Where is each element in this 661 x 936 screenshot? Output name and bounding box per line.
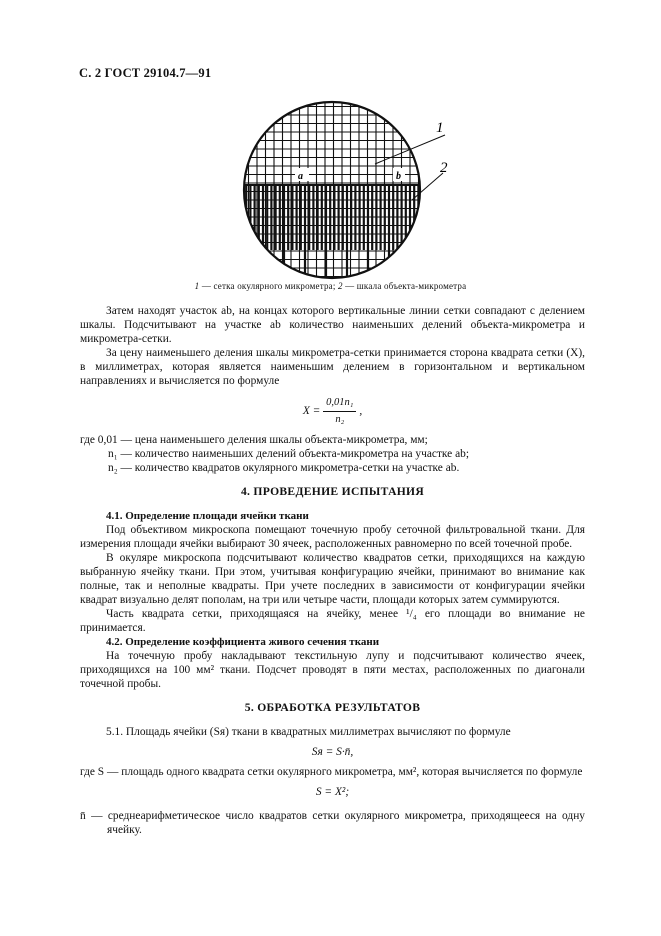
section-4-1-title: 4.1. Определение площади ячейки ткани	[106, 510, 309, 522]
formula-area: Sя = S·n̄,	[311, 746, 354, 758]
section-4-1-para-3: Часть квадрата сетки, приходящаяся на ячейку, менее ¹/₄ его площади во внимание не принимается.	[80, 608, 585, 634]
formula-x-denominator: n₂	[335, 414, 345, 425]
where-line-1: где 0,01 — цена наименьшего деления шкалы объекта-микрометра, мм;	[80, 434, 428, 446]
section-5-title: 5. ОБРАБОТКА РЕЗУЛЬТАТОВ	[244, 701, 421, 714]
label-1: 1	[436, 120, 444, 136]
formula-x-numerator: 0,01n₁	[323, 396, 356, 412]
caption-text-1: — сетка окулярного микрометра;	[199, 281, 338, 291]
caption-text-2: — шкала объекта-микрометра	[342, 281, 467, 291]
formula-x-fraction	[323, 396, 356, 427]
body-text-top	[80, 304, 585, 837]
caption-num-2: 2	[338, 281, 343, 291]
where-line-3: n₂ — количество квадратов окулярного микрометра-сетки на участке ab.	[108, 462, 460, 474]
leader-line-2	[412, 173, 443, 200]
formula-x	[80, 396, 585, 427]
section-4-1-para-1: Под объективом микроскопа помещают точечную пробу сеточной фильтровальной ткани. Для измерения площади ячейки выбирают 30 ячеек, расположенных равномерно по всей точечной пробе.	[80, 524, 585, 550]
formula-x-lhs: X =	[302, 405, 321, 418]
micrometer-figure	[200, 90, 470, 290]
grid-and-scale	[240, 98, 424, 282]
where-line-2: n₁ — количество наименьших делений объекта-микрометра на участке ab;	[108, 448, 469, 460]
where-s-line: где S — площадь одного квадрата сетки окулярного микрометра, мм², которая вычисляется по формуле	[80, 766, 583, 778]
figure-caption	[0, 281, 661, 291]
page-header: С. 2 ГОСТ 29104.7—91	[79, 66, 212, 80]
paragraph-1: Затем находят участок ab, на концах которого вертикальные линии сетки совпадают с делением шкалы. Подсчитывают на участке ab количество наименьших делений объекта-микрометра и микрометра-сетки.	[80, 305, 585, 345]
where-n-line: n̄ — среднеарифметическое число квадратов сетки окулярного микрометра, приходящееся на одну ячейку.	[80, 810, 585, 836]
section-4-title: 4. ПРОВЕДЕНИЕ ИСПЫТАНИЯ	[240, 485, 425, 498]
label-a: a	[298, 171, 303, 182]
section-4-2-para-1: На точечную пробу накладывают текстильную лупу и подсчитывают количество ячеек, приходящихся на 100 мм² ткани. Подсчет проводят в пяти местах, расположенных по диагонали точечной пробы.	[80, 650, 585, 690]
formula-s: S = X²;	[315, 786, 350, 798]
formula-x-tail: ,	[359, 405, 363, 418]
caption-num-1: 1	[194, 281, 200, 291]
label-b: b	[396, 171, 401, 182]
section-4-2-title: 4.2. Определение коэффициента живого сечения ткани	[106, 636, 380, 648]
label-2: 2	[440, 160, 448, 176]
paragraph-2: За цену наименьшего деления шкалы микрометра-сетки принимается сторона квадрата сетки (X), в миллиметрах, которая является наименьшим делением в горизонтальном и вертикальном направлениях и вычисляется по формуле	[80, 347, 585, 387]
section-4-1-para-2: В окуляре микроскопа подсчитывают количество квадратов сетки, приходящихся на каждую выбранную ячейку ткани. При этом, учитывая конфигурацию ячейки, принимают во внимание как полные, так и неполные квадраты. При учете последних в зависимости от конфигурации ячейки квадрат визуально делят пополам, на три или четыре части, площади которых затем суммируются.	[80, 552, 585, 606]
section-5-1-para: 5.1. Площадь ячейки (Sя) ткани в квадратных миллиметрах вычисляют по формуле	[106, 726, 511, 738]
